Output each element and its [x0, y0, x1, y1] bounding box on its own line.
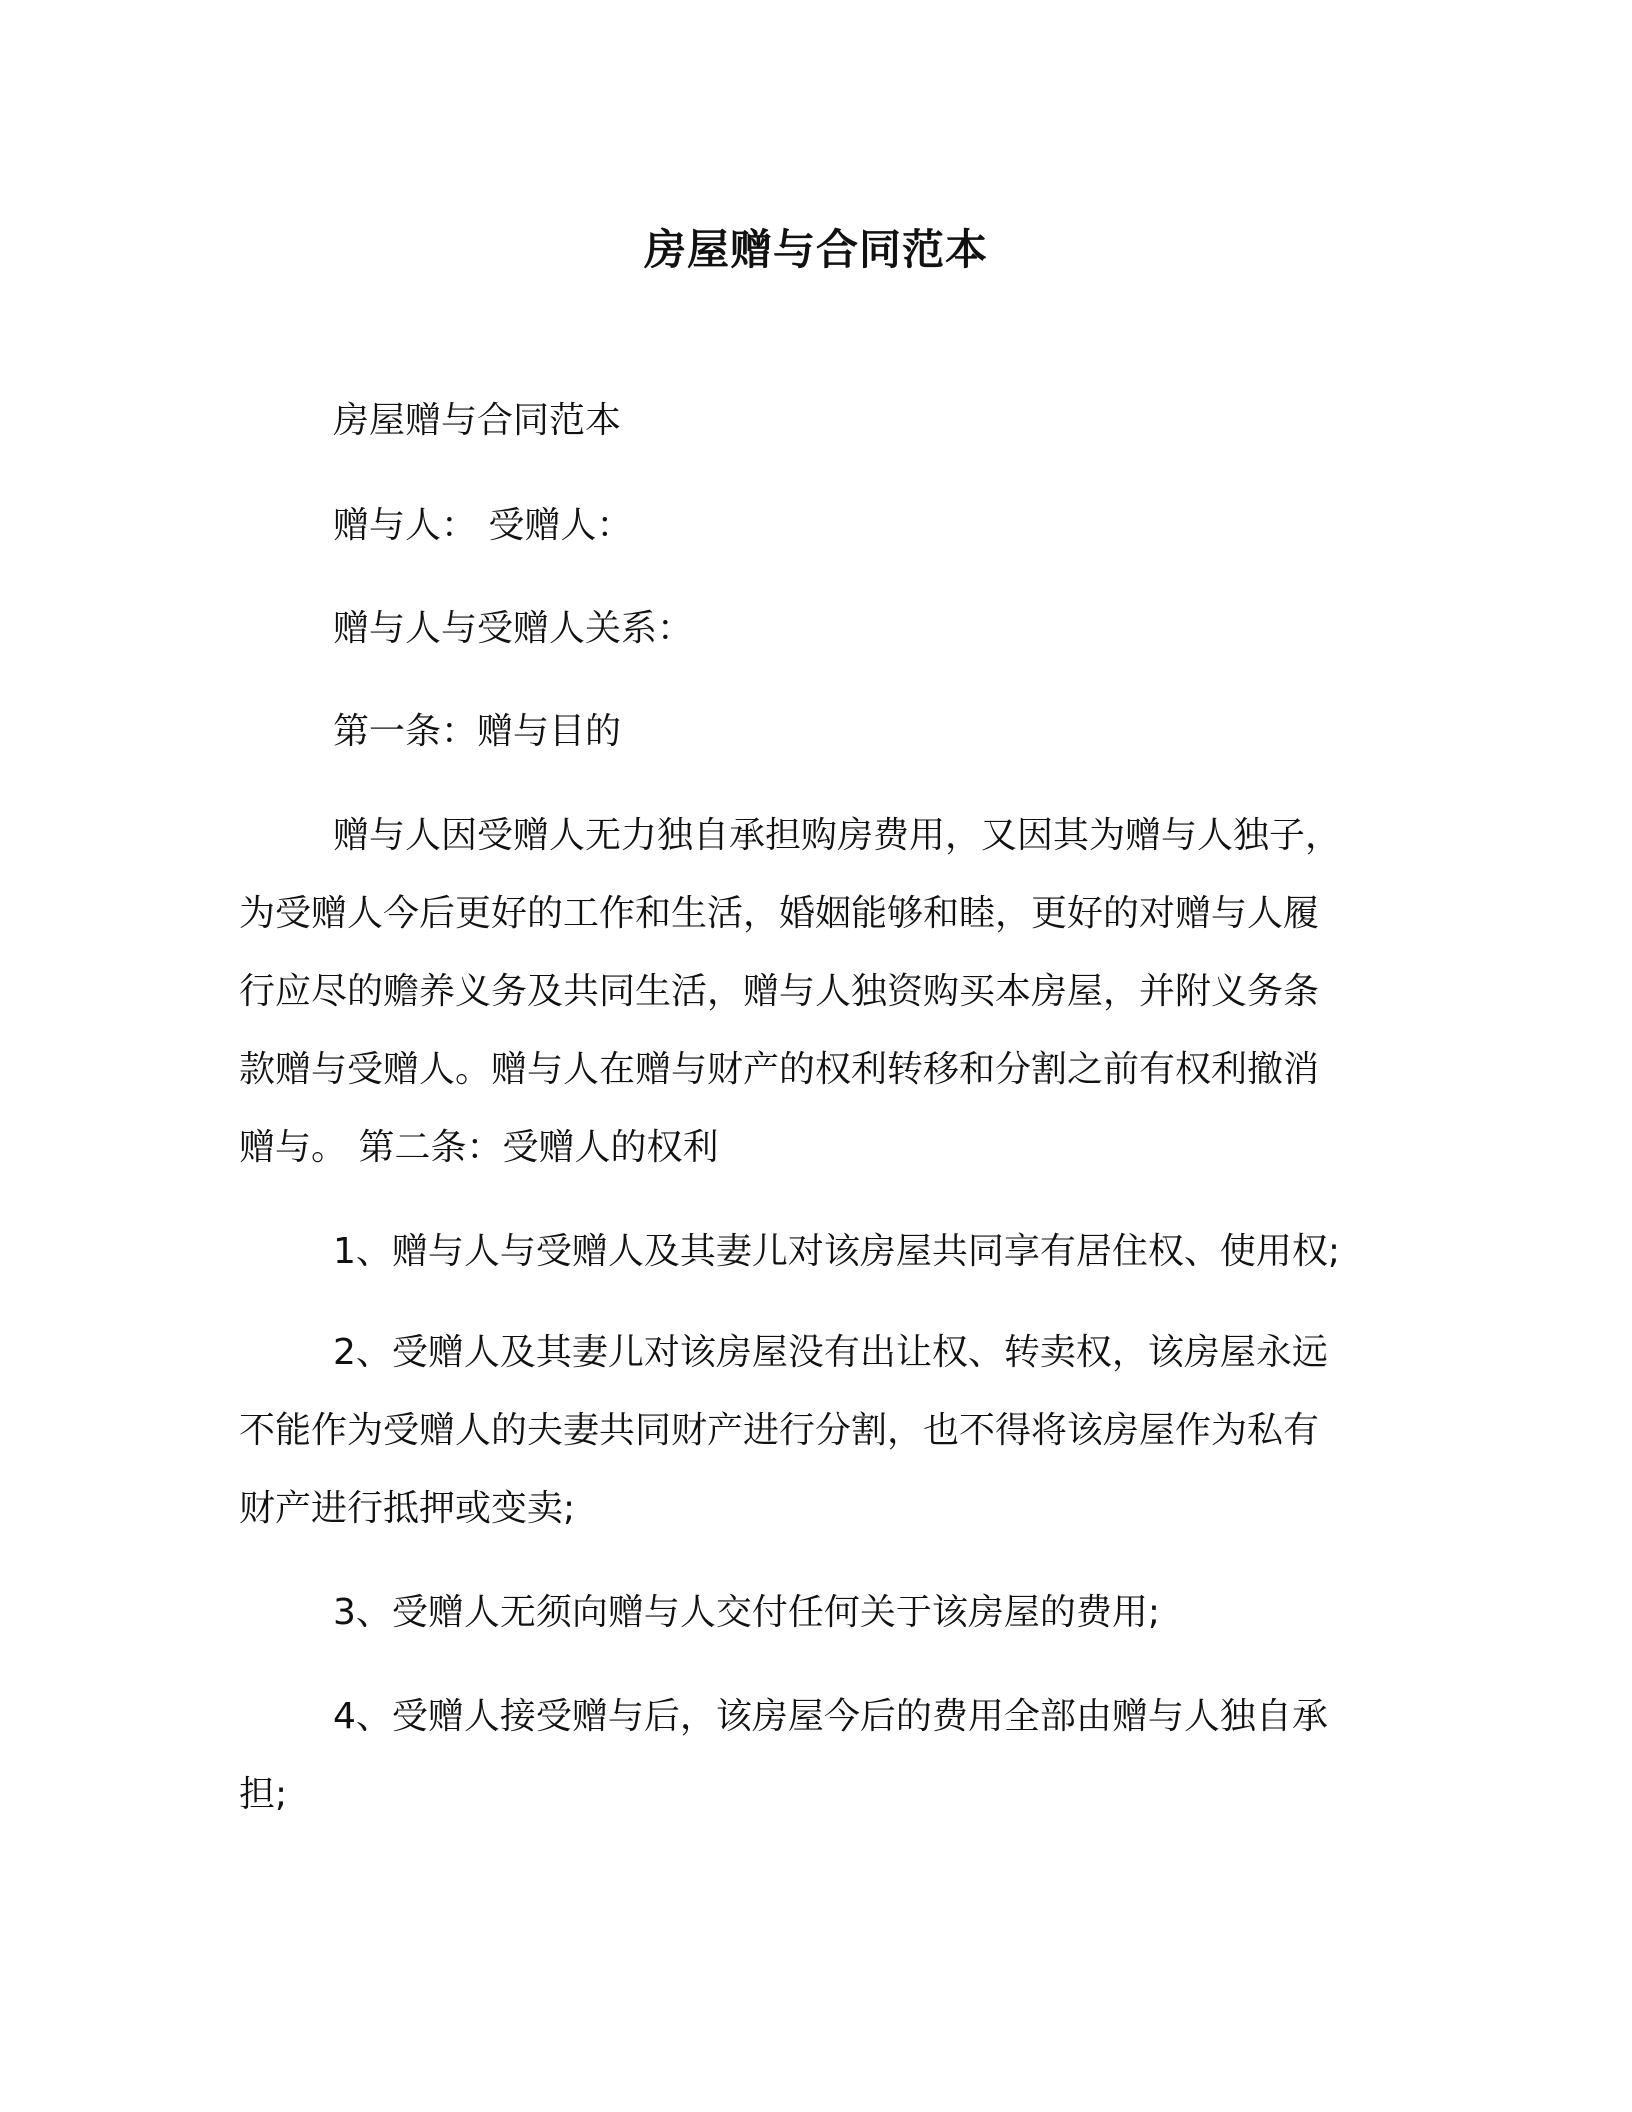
- clause-item-continued: 财产进行抵押或变卖;: [239, 1488, 576, 1529]
- paragraph-line: 赠与人因受赠人无力独自承担购房费用，又因其为赠与人独子，: [333, 815, 1342, 856]
- clause-item: 1、赠与人与受赠人及其妻儿对该房屋共同享有居住权、使用权;: [333, 1231, 1341, 1272]
- clause-item: 2、受赠人及其妻儿对该房屋没有出让权、转卖权，该房屋永远: [333, 1332, 1328, 1373]
- paragraph-line: 行应尽的赡养义务及共同生活，赠与人独资购买本房屋，并附义务条: [239, 971, 1320, 1012]
- subtitle-line: 房屋赠与合同范本: [333, 400, 622, 441]
- clause-item: 3、受赠人无须向赠与人交付任何关于该房屋的费用;: [333, 1592, 1161, 1633]
- paragraph-line: 为受赠人今后更好的工作和生活，婚姻能够和睦，更好的对赠与人履: [239, 893, 1320, 934]
- paragraph-line: 赠与。 第二条：受赠人的权利: [239, 1127, 719, 1168]
- article-one-heading: 第一条：赠与目的: [333, 711, 622, 752]
- paragraph-line: 款赠与受赠人。赠与人在赠与财产的权利转移和分割之前有权利撤消: [239, 1049, 1320, 1090]
- clause-item-continued: 不能作为受赠人的夫妻共同财产进行分割，也不得将该房屋作为私有: [239, 1410, 1320, 1451]
- relationship-line: 赠与人与受赠人关系：: [333, 608, 694, 649]
- clause-item: 4、受赠人接受赠与后，该房屋今后的费用全部由赠与人独自承: [333, 1696, 1328, 1737]
- parties-line: 赠与人： 受赠人：: [333, 505, 633, 546]
- clause-item-continued: 担;: [239, 1774, 288, 1815]
- document-title: 房屋赠与合同范本: [643, 225, 988, 274]
